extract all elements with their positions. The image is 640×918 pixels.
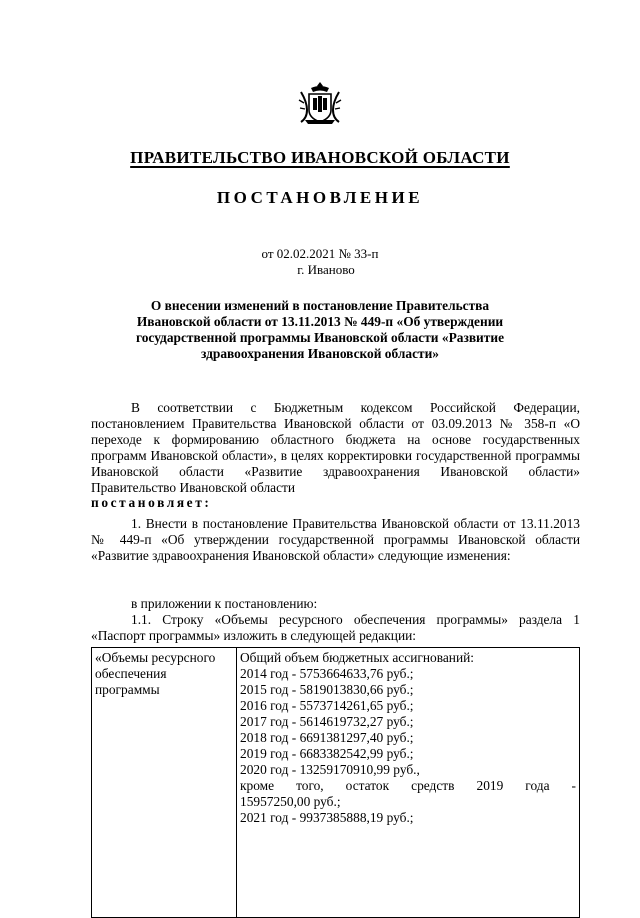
budget-total-line: Общий объем бюджетных ассигнований: — [240, 650, 475, 665]
document-type: ПОСТАНОВЛЕНИЕ — [216, 188, 424, 207]
budget-year-line: 2016 год - 5573714261,65 руб.; — [240, 698, 414, 713]
coat-of-arms-emblem-icon — [297, 80, 343, 126]
table-cell-label: «Объемы ресурсного обеспечения программы — [92, 648, 237, 918]
remainder-line: кроме того, остаток средств 2019 года - — [240, 778, 576, 793]
document-title — [90, 298, 550, 362]
decree-word: постановляет: — [91, 495, 212, 510]
document-city: г. Иваново — [297, 262, 355, 277]
budget-year-line: 2017 год - 5614619732,27 руб.; — [240, 714, 414, 729]
budget-year-line: 2021 год - 9937385888,19 руб.; — [240, 810, 414, 825]
title-line: здравоохранения Ивановской области» — [200, 346, 440, 361]
title-line: государственной программы Ивановской области «Развитие — [135, 330, 505, 345]
budget-year-line: 2015 год - 5819013830,66 руб.; — [240, 682, 414, 697]
title-line: О внесении изменений в постановление Правительства — [150, 298, 490, 313]
organization-title: ПРАВИТЕЛЬСТВО ИВАНОВСКОЙ ОБЛАСТИ — [130, 148, 510, 167]
table-row — [92, 648, 580, 918]
preamble-paragraph: В соответствии с Бюджетным кодексом Российской Федерации, постановлением Правительства Ивановской области от 03.09.2013 № 358-п «О переходе к формированию областного бюджета на основе государственных программ Ивановской области», в целях корректировки государственной программы Ивановской области «Развитие здравоохранения Ивановской области» Правительство Ивановской области — [91, 400, 580, 495]
budget-year-line: 2014 год - 5753664633,76 руб.; — [240, 666, 414, 681]
budget-year-line: 2020 год - 13259170910,99 руб., — [240, 762, 420, 777]
clause-1-1-paragraph: 1.1. Строку «Объемы ресурсного обеспечения программы» раздела 1 «Паспорт программы» изложить в следующей редакции: — [91, 612, 580, 643]
remainder-amount-line: 15957250,00 руб.; — [240, 794, 341, 809]
table-cell-values — [237, 648, 580, 918]
budget-year-line: 2019 год - 6683382542,99 руб.; — [240, 746, 414, 761]
budget-year-line: 2018 год - 6691381297,40 руб.; — [240, 730, 414, 745]
title-line: Ивановской области от 13.11.2013 № 449-п «Об утверждении — [136, 314, 504, 329]
appendix-paragraph: в приложении к постановлению: — [131, 596, 318, 611]
resources-table — [91, 647, 580, 918]
document-date-number: от 02.02.2021 № 33-п — [261, 246, 379, 261]
clause-1-paragraph: 1. Внести в постановление Правительства Ивановской области от 13.11.2013 № 449-п «Об утверждении государственной программы Ивановской области «Развитие здравоохранения Ивановской области» следующие изменения: — [91, 516, 580, 563]
